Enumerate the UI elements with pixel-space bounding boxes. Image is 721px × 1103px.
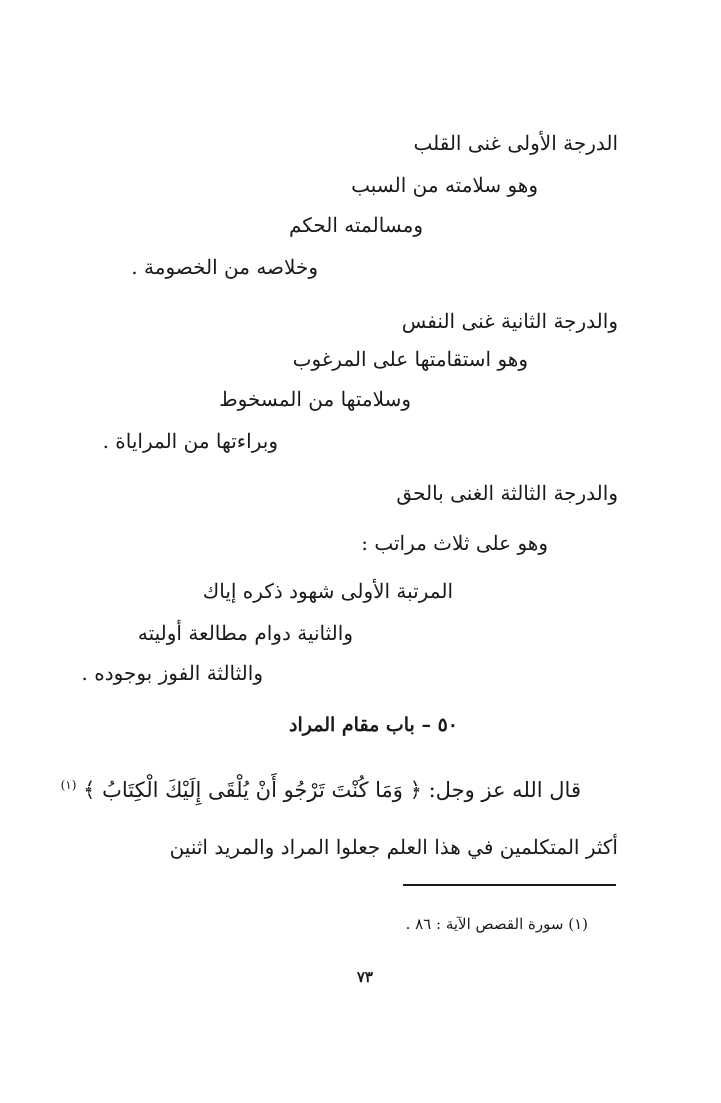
- text-line-4: وخلاصه من الخصومة .: [131, 255, 318, 279]
- text-line-6: وهو استقامتها على المرغوب: [292, 347, 528, 371]
- body-text-line: أكثر المتكلمين في هذا العلم جعلوا المراد والمريد اثنين: [169, 835, 618, 859]
- text-line-9: والدرجة الثالثة الغنى بالحق: [396, 481, 618, 505]
- text-line-13: والثالثة الفوز بوجوده .: [81, 661, 263, 685]
- text-line-5: والدرجة الثانية غنى النفس: [401, 309, 618, 333]
- footnote-text: (١) سورة القصص الآية : ٨٦ .: [405, 915, 588, 933]
- text-line-8: وبراءتها من المراياة .: [102, 429, 278, 453]
- verse-intro: قال الله عز وجل:: [428, 778, 581, 802]
- footnote-divider: [403, 884, 616, 886]
- text-line-2: وهو سلامته من السبب: [351, 173, 538, 197]
- text-line-10: وهو على ثلاث مراتب :: [361, 531, 548, 555]
- footnote-marker: (١): [60, 778, 77, 792]
- verse-line: [61, 770, 581, 805]
- text-line-3: ومسالمته الحكم: [289, 213, 423, 237]
- text-line-7: وسلامتها من المسخوط: [219, 387, 411, 411]
- page-number: ٧٣: [356, 968, 373, 986]
- section-title: ٥٠ – باب مقام المراد: [289, 714, 458, 736]
- quran-verse: ﴿ وَمَا كُنْتَ تَرْجُو أَنْ يُلْقَى إِلَيْكَ الْكِتَابُ ﴾: [83, 778, 422, 802]
- text-line-1: الدرجة الأولى غنى القلب: [413, 131, 618, 155]
- text-line-11: المرتبة الأولى شهود ذكره إياك: [202, 579, 453, 603]
- text-line-12: والثانية دوام مطالعة أوليته: [137, 621, 353, 645]
